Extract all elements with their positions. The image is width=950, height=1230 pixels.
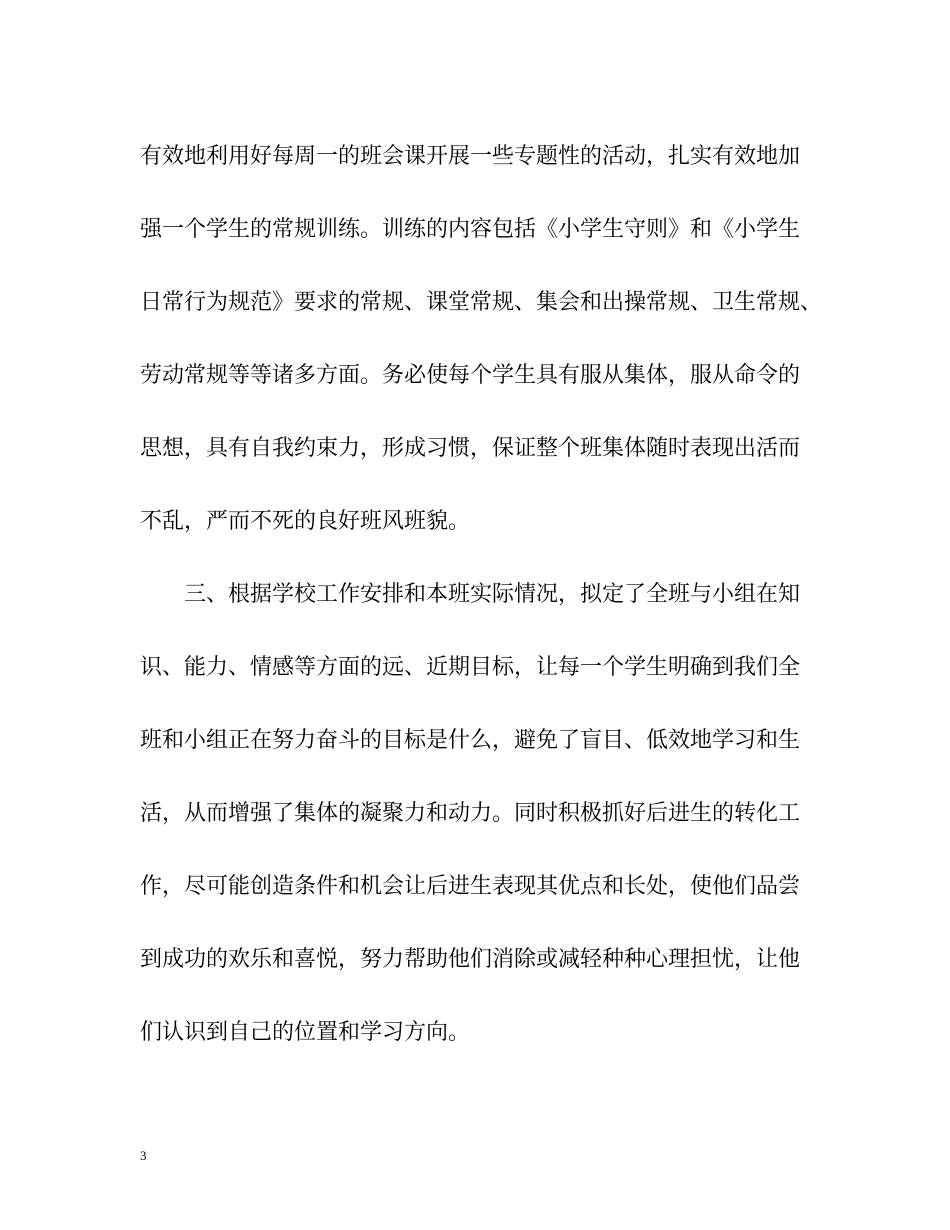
text-line: 作，尽可能创造条件和机会让后进生表现其优点和长处，使他们品尝 [140, 874, 801, 899]
page-number: 3 [140, 1148, 147, 1163]
text-line: 有效地利用好每周一的班会课开展一些专题性的活动，扎实有效地加 [140, 144, 801, 169]
text-line: 到成功的欢乐和喜悦，努力帮助他们消除或减轻种种心理担忧，让他 [140, 947, 801, 972]
text-line: 活，从而增强了集体的凝聚力和动力。同时积极抓好后进生的转化工 [140, 801, 801, 826]
text-line: 思想，具有自我约束力，形成习惯，保证整个班集体随时表现出活而 [140, 436, 801, 461]
text-line: 劳动常规等等诸多方面。务必使每个学生具有服从集体，服从命令的 [140, 363, 801, 388]
text-line: 强一个学生的常规训练。训练的内容包括《小学生守则》和《小学生 [140, 217, 801, 242]
text-line: 班和小组正在努力奋斗的目标是什么，避免了盲目、低效地学习和生 [140, 728, 801, 753]
text-line: 日常行为规范》要求的常规、课堂常规、集会和出操常规、卫生常规、 [140, 290, 823, 315]
text-line: 识、能力、情感等方面的远、近期目标，让每一个学生明确到我们全 [140, 655, 801, 680]
text-line: 不乱，严而不死的良好班风班貌。 [140, 509, 471, 534]
text-line: 们认识到自己的位置和学习方向。 [140, 1020, 471, 1045]
paragraph-start-line: 三、根据学校工作安排和本班实际情况，拟定了全班与小组在知 [184, 582, 801, 607]
